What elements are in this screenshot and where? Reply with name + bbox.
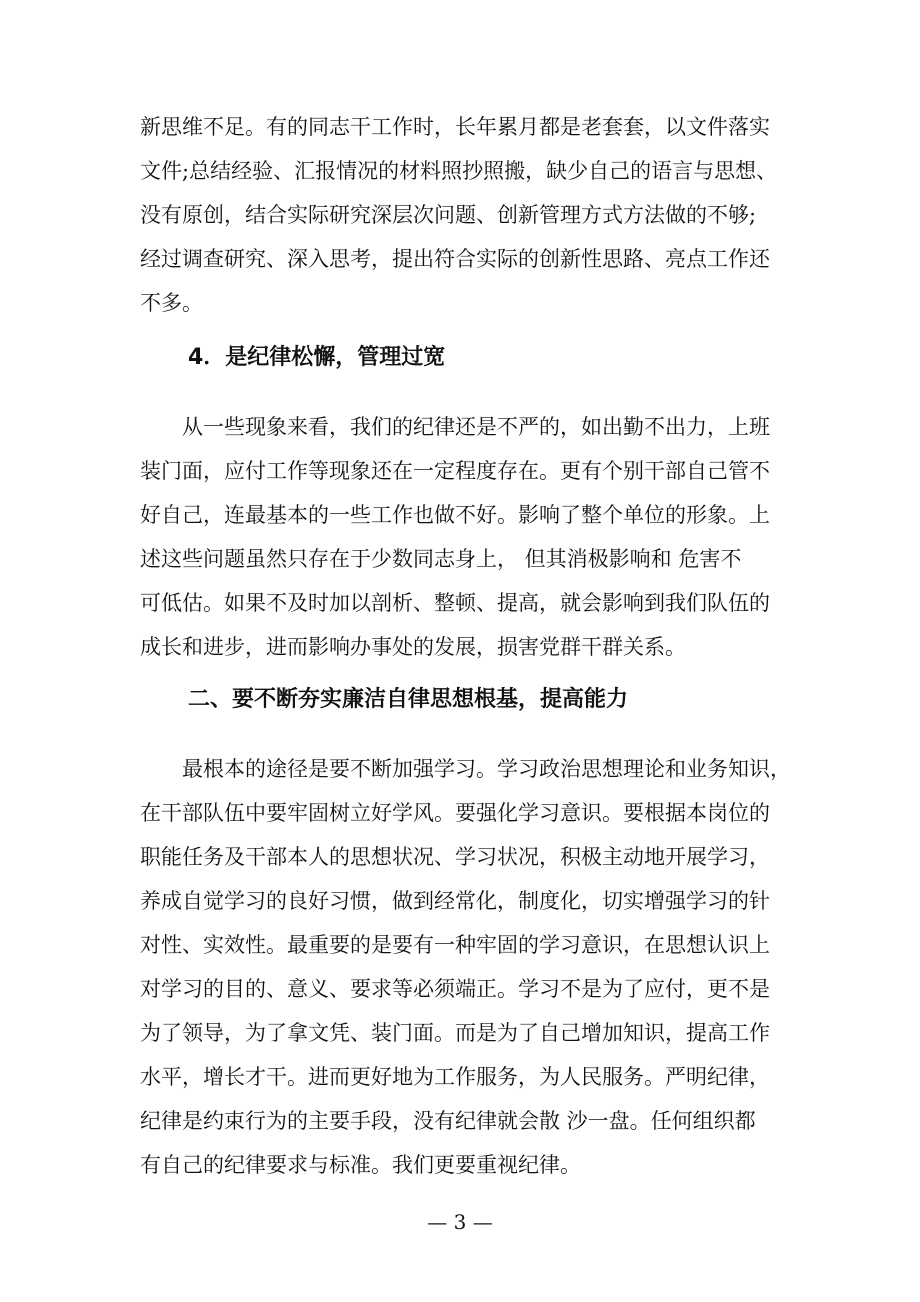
text-line: 职能任务及干部本人的思想状况、学习状况，积极主动地开展学习，: [140, 845, 770, 869]
text-line: 不多。: [140, 291, 203, 315]
text-line: 经过调查研究、深入思考，提出符合实际的创新性思路、亮点工作还: [140, 247, 770, 271]
text-line: 有自己的纪律要求与标准。我们更要重视纪律。: [140, 1153, 581, 1177]
text-line: 养成自觉学习的良好习惯，做到经常化，制度化，切实增强学习的针: [140, 889, 770, 913]
text-line: 装门面，应付工作等现象还在一定程度存在。更有个别干部自己管不: [140, 459, 770, 483]
text-line: 可低估。如果不及时加以剖析、整顿、提高，就会影响到我们队伍的: [140, 591, 770, 615]
text-line: 文件;总结经验、汇报情况的材料照抄照搬，缺少自己的语言与思想、: [140, 159, 778, 183]
text-line: 述这些问题虽然只存在于少数同志身上， 但其消极影响和 危害不: [140, 547, 742, 571]
text-line: 水平，增长才干。进而更好地为工作服务，为人民服务。严明纪律，: [140, 1065, 770, 1089]
section-heading-2: 二、要不断夯实廉洁自律思想根基，提高能力: [188, 687, 629, 712]
text-line: 成长和进步，进而影响办事处的发展，损害党群干群关系。: [140, 635, 686, 659]
text-line: 好自己，连最基本的一些工作也做不好。影响了整个单位的形象。上: [140, 503, 770, 527]
text-line: 没有原创，结合实际研究深层次问题、创新管理方式方法做的不够;: [140, 203, 757, 227]
section-heading-4: 4．是纪律松懈，管理过宽: [188, 345, 446, 370]
text-line: 纪律是约束行为的主要手段，没有纪律就会散 沙一盘。任何组织都: [140, 1109, 756, 1133]
text-line: 从一些现象来看，我们的纪律还是不严的，如出勤不出力，上班: [182, 415, 770, 439]
text-line: 新思维不足。有的同志干工作时，长年累月都是老套套，以文件落实: [140, 115, 770, 139]
text-line: 最根本的途径是要不断加强学习。学习政治思想理论和业务知识，: [182, 757, 791, 781]
text-line: 为了领导，为了拿文凭、装门面。而是为了自己增加知识，提高工作: [140, 1021, 770, 1045]
text-line: 在干部队伍中要牢固树立好学风。要强化学习意识。要根据本岗位的: [140, 801, 770, 825]
page-number: — 3 —: [427, 1210, 493, 1234]
text-line: 对学习的目的、意义、要求等必须端正。学习不是为了应付，更不是: [140, 977, 770, 1001]
text-line: 对性、实效性。最重要的是要有一种牢固的学习意识，在思想认识上: [140, 933, 770, 957]
